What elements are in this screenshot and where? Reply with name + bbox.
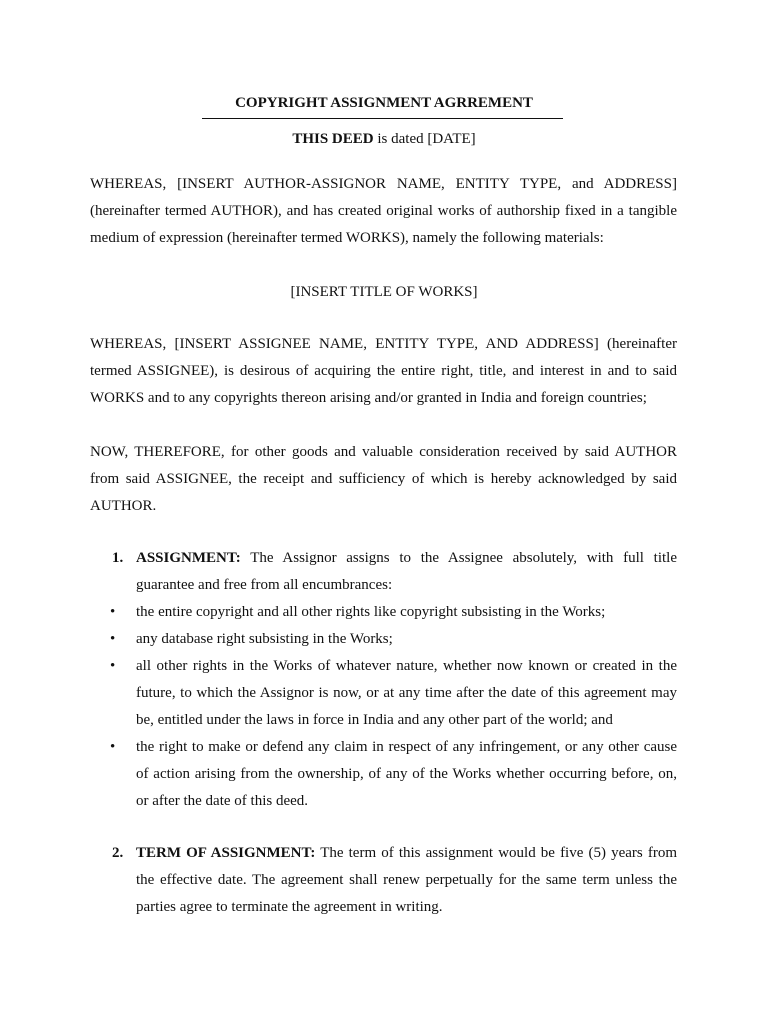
whereas-author-paragraph: WHEREAS, [INSERT AUTHOR-ASSIGNOR NAME, ENTITY TYPE, and ADDRESS] (hereinafter termed AUTHOR), and has created original works of authorship fixed in a tangible medium of expression (hereinafter termed WORKS), namely the following materials: (90, 176, 677, 246)
clause-2-term (136, 840, 677, 921)
deed-date-text: is dated [DATE] (373, 131, 476, 147)
now-therefore-paragraph: NOW, THEREFORE, for other goods and valuable consideration received by said AUTHOR from said ASSIGNEE, the receipt and sufficiency of which is hereby acknowledged by said AUTHOR. (90, 444, 677, 514)
deed-label: THIS DEED (292, 131, 374, 147)
clause-1-assignment (136, 545, 677, 599)
clause-1-bullet-4: the right to make or defend any claim in respect of any infringement, or any other cause of action arising from the ownership, of any of the Works whether occurring before, on, or after the date of this deed. (136, 739, 677, 809)
clause-2-number: 2. (112, 845, 124, 861)
clause-1-heading: ASSIGNMENT: (136, 550, 241, 566)
clause-2-text: The term of this assignment would be five (5) years from the effective date. The agreement shall renew perpetually for the same term unless the parties agree to terminate the agreement in writing. (136, 845, 677, 915)
clause-1-bullet-1: the entire copyright and all other rights like copyright subsisting in the Works; (136, 604, 606, 620)
title-of-works-placeholder: [INSERT TITLE OF WORKS] (290, 284, 478, 300)
clause-1-text: The Assignor assigns to the Assignee absolutely, with full title guarantee and free from all encumbrances: (136, 550, 677, 593)
whereas-assignee-paragraph: WHEREAS, [INSERT ASSIGNEE NAME, ENTITY TYPE, AND ADDRESS] (hereinafter termed ASSIGNEE), is desirous of acquiring the entire right, title, and interest in and to said WORKS and to any copyrights thereon arising and/or granted in India and foreign countries; (90, 336, 677, 406)
document-title: COPYRIGHT ASSIGNMENT AGRREMENT (235, 95, 533, 111)
clause-1-bullet-2: any database right subsisting in the Works; (136, 631, 393, 647)
clause-1-bullet-3: all other rights in the Works of whatever nature, whether now known or created in the future, to which the Assignor is now, or at any time after the date of this agreement may be, entitled under the laws in force in India and any other part of the world; and (136, 658, 677, 728)
bullet-icon: • (110, 631, 116, 647)
bullet-icon: • (110, 739, 116, 755)
deed-date-line (0, 129, 768, 149)
title-underline (202, 118, 563, 119)
bullet-icon: • (110, 658, 116, 674)
bullet-icon: • (110, 604, 116, 620)
clause-2-heading: TERM OF ASSIGNMENT: (136, 845, 316, 861)
clause-1-number: 1. (112, 550, 124, 566)
